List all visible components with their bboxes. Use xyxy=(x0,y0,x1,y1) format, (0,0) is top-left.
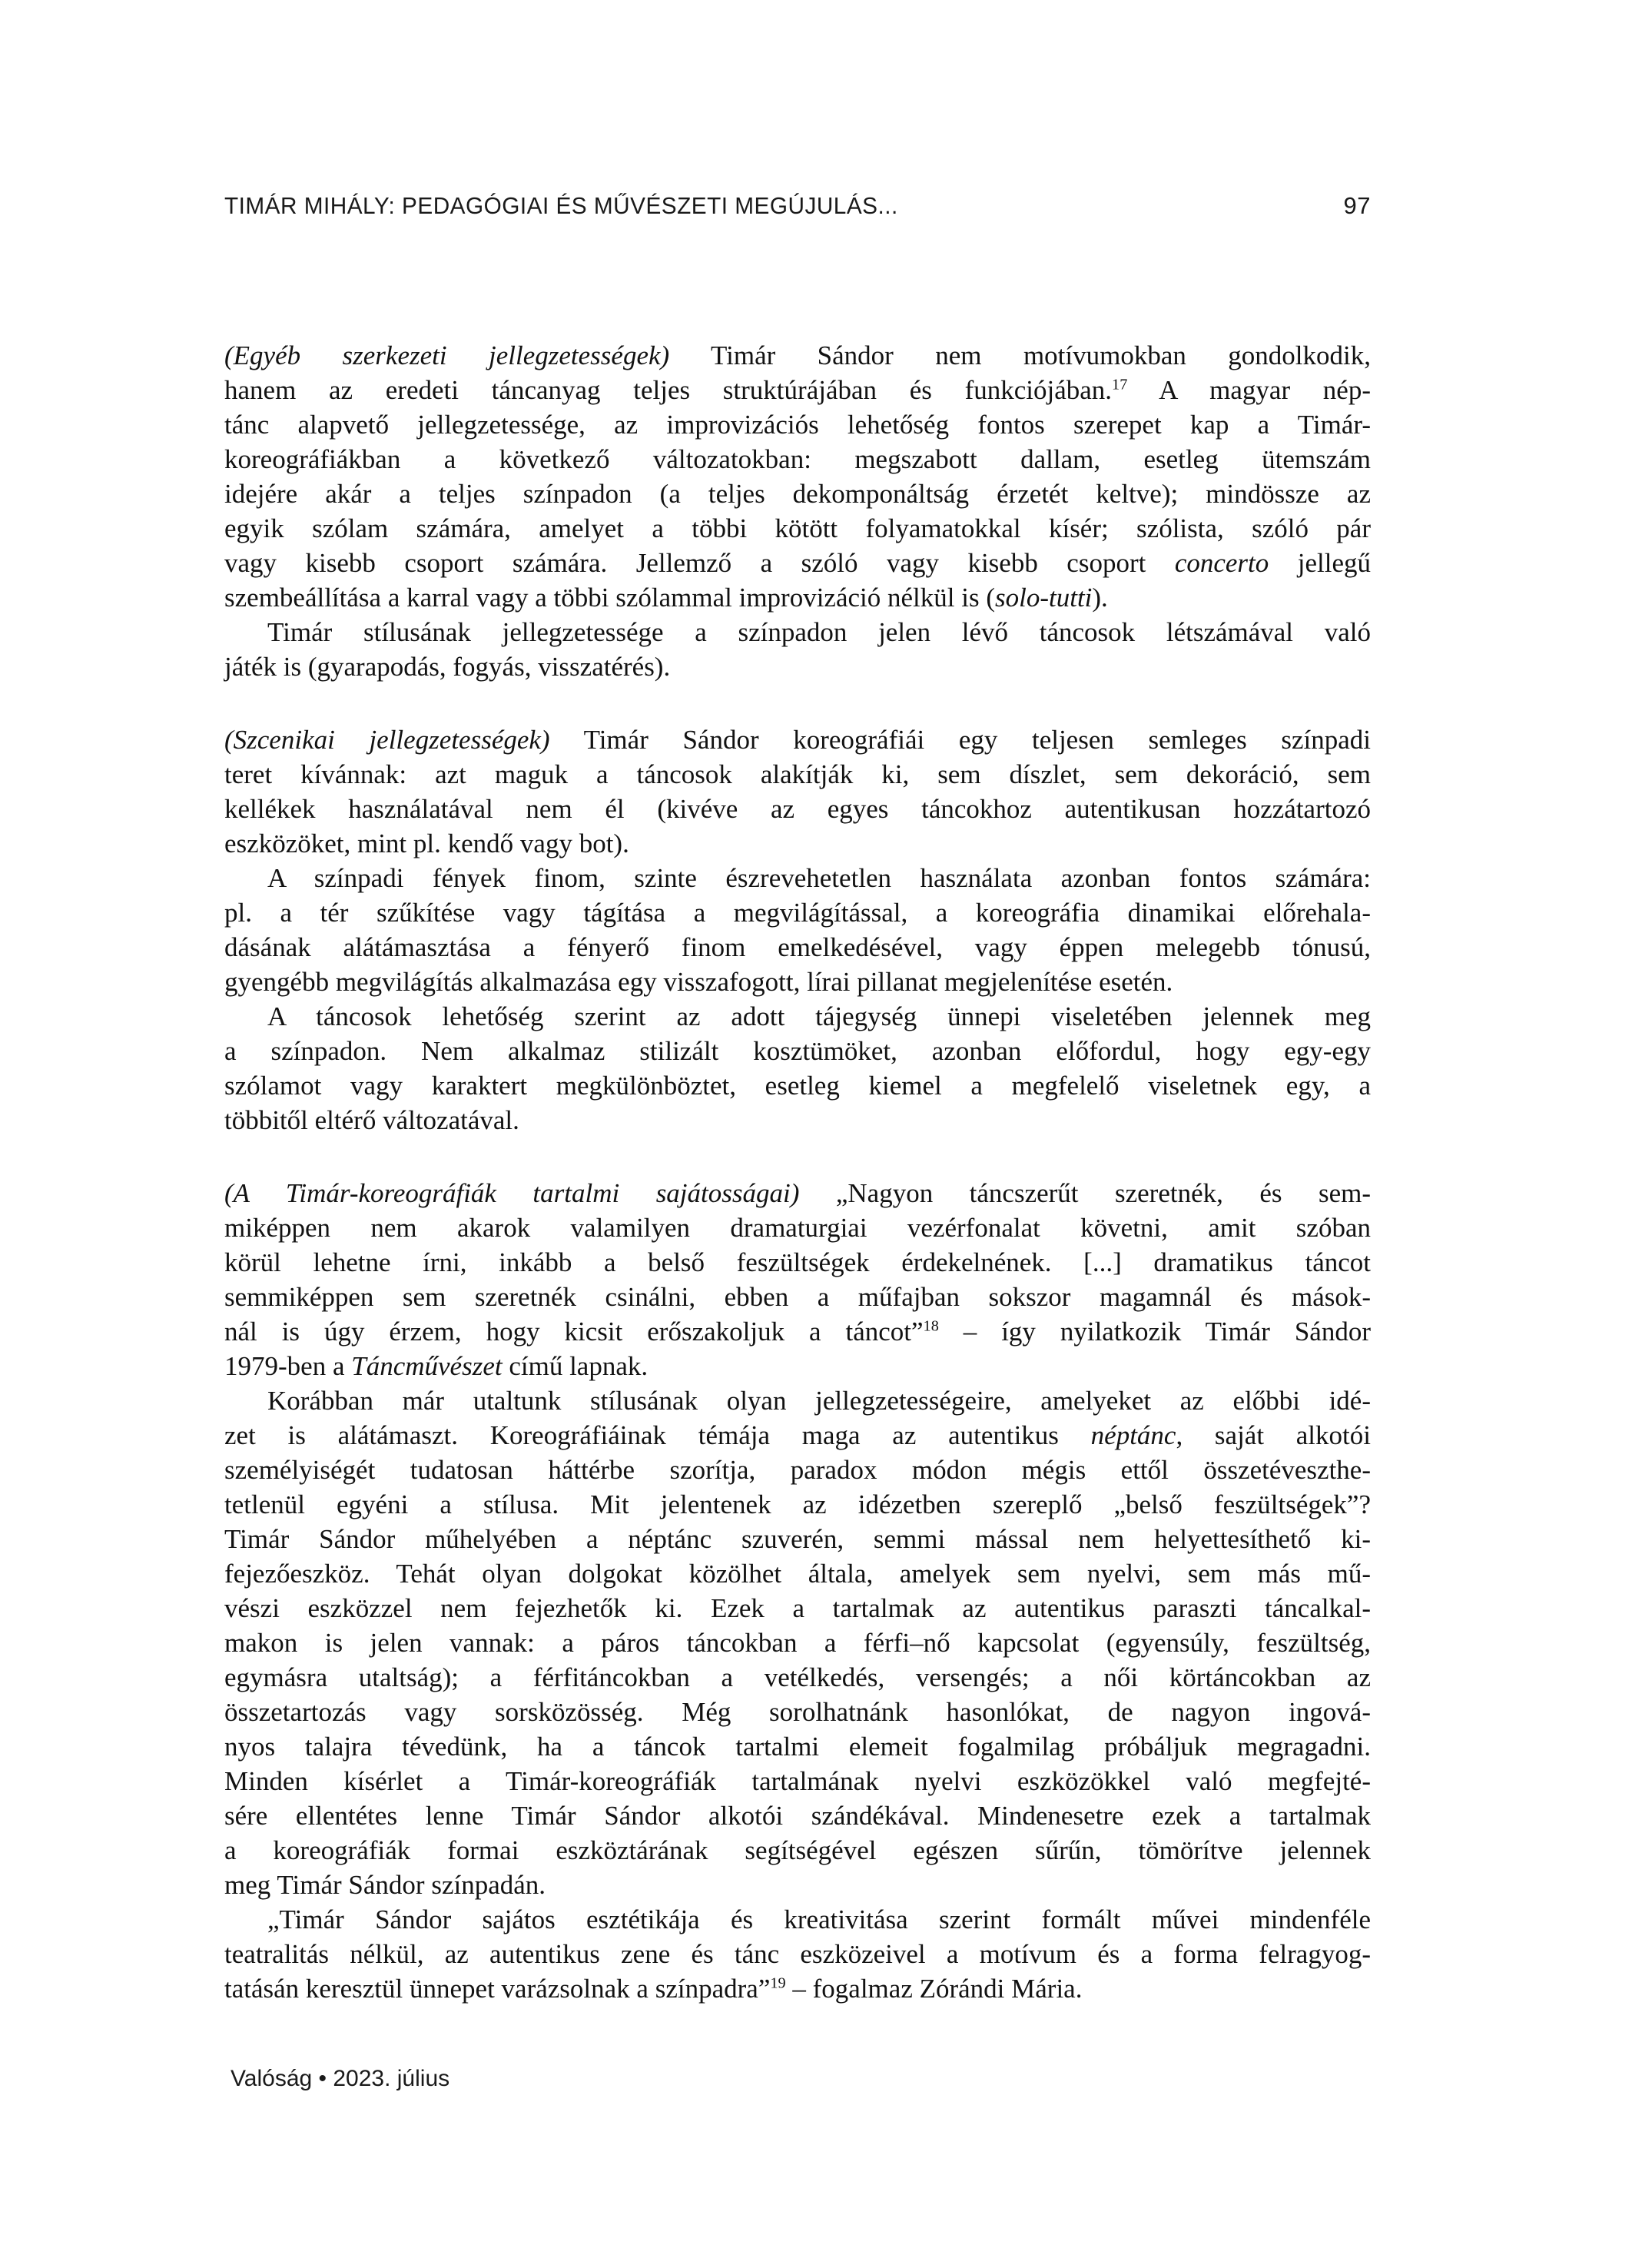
text-line xyxy=(224,1764,1371,1798)
body-text: makon is jelen vannak: a páros táncokban a férfi–nő kapcsolat (egyensúly, feszültség, xyxy=(224,1628,1371,1658)
footnote-reference: 19 xyxy=(770,1974,786,1992)
body-text: miképpen nem akarok valamilyen dramaturgiai vezérfonalat követni, amit szóban xyxy=(224,1213,1371,1243)
text-line xyxy=(224,373,1371,407)
italic-text: (Szcenikai jellegzetességek) xyxy=(224,725,550,755)
text-line xyxy=(224,1833,1371,1868)
text-line xyxy=(224,722,1371,757)
paragraph xyxy=(224,1383,1371,1902)
body-text: Timár Sándor műhelyében a néptánc szuverén, semmi mással nem helyettesíthető ki- xyxy=(224,1524,1371,1554)
text-line xyxy=(224,1902,1371,1937)
text-line xyxy=(224,1487,1371,1522)
text-line xyxy=(224,861,1371,895)
body-text: idejére akár a teljes színpadon (a teljes dekomponáltság érzetét keltve); mindössze az xyxy=(224,479,1371,509)
running-header-title: TIMÁR MIHÁLY: PEDAGÓGIAI ÉS MŰVÉSZETI MEGÚJULÁS... xyxy=(224,192,898,219)
footnote-reference: 17 xyxy=(1112,376,1128,393)
text-line xyxy=(224,1695,1371,1729)
text-line xyxy=(224,1798,1371,1833)
text-line xyxy=(224,1068,1371,1103)
body-text: sére ellentétes lenne Timár Sándor alkotói szándékával. Mindenesetre ezek a tartalmak xyxy=(224,1801,1371,1831)
body-text: egyik szólam számára, amelyet a többi kötött folyamatokkal kísér; szólista, szóló pár xyxy=(224,513,1371,543)
page-number: 97 xyxy=(1343,192,1371,219)
body-text: többitől eltérő változatával. xyxy=(224,1105,519,1135)
text-line xyxy=(224,1176,1371,1210)
text-line xyxy=(224,477,1371,511)
journal-footer: Valóság • 2023. július xyxy=(231,2066,450,2091)
text-line xyxy=(224,1349,1371,1383)
text-line xyxy=(224,1971,1371,2006)
text-line xyxy=(224,1383,1371,1418)
body-text: Korábban már utaltunk stílusának olyan jellegzetességeire, amelyeket az előbbi idé- xyxy=(267,1386,1371,1416)
italic-text: (Egyéb szerkezeti jellegzetességek) xyxy=(224,340,670,370)
body-text: „Timár Sándor sajátos esztétikája és kreativitása szerint formált művei mindenféle xyxy=(267,1904,1371,1934)
body-text: A magyar nép- xyxy=(1127,375,1371,405)
paragraph xyxy=(224,861,1371,999)
body-text: Minden kísérlet a Timár-koreográfiák tartalmának nyelvi eszközökkel való megfejté- xyxy=(224,1766,1371,1796)
text-line xyxy=(224,965,1371,999)
text-line xyxy=(224,511,1371,546)
body-text: összetartozás vagy sorsközösség. Még sorolhatnánk hasonlókat, de nagyon ingová- xyxy=(224,1697,1371,1727)
body-text: , saját alkotói xyxy=(1176,1420,1371,1450)
body-text: a koreográfiák formai eszköztárának segítségével egészen sűrűn, tömörítve jelennek xyxy=(224,1835,1371,1865)
running-header xyxy=(224,192,1371,220)
text-line xyxy=(224,649,1371,684)
body-text: nyos talajra tévedünk, ha a táncok tartalmi elemeit fogalmilag próbáljuk megragadni. xyxy=(224,1732,1371,1762)
text-line xyxy=(224,895,1371,930)
body-text: tetlenül egyéni a stílusa. Mit jelentenek az idézetben szereplő „belső feszültségek”? xyxy=(224,1489,1371,1519)
text-line xyxy=(224,407,1371,442)
body-text: A színpadi fények finom, szinte észrevehetetlen használata azonban fontos számára: xyxy=(267,863,1371,893)
body-text: vészi eszközzel nem fejezhetők ki. Ezek a tartalmak az autentikus paraszti táncalkal- xyxy=(224,1593,1371,1623)
italic-text: concerto xyxy=(1174,548,1269,578)
body-text: – így nyilatkozik Timár Sándor xyxy=(938,1317,1371,1347)
text-line xyxy=(224,1522,1371,1556)
body-text: semmiképpen sem szeretnék csinálni, ebben a műfajban sokszor magamnál és mások- xyxy=(224,1282,1371,1312)
body-text: tatásán keresztül ünnepet varázsolnak a színpadra” xyxy=(224,1974,771,2004)
italic-text: Táncművészet xyxy=(351,1351,503,1381)
text-block xyxy=(224,300,1371,2006)
paragraph xyxy=(224,615,1371,684)
body-text: nál is úgy érzem, hogy kicsit erőszakoljuk a táncot” xyxy=(224,1317,924,1347)
body-text: kellékek használatával nem él (kivéve az egyes táncokhoz autentikusan hozzátartozó xyxy=(224,794,1371,824)
text-line xyxy=(224,826,1371,861)
body-text: ). xyxy=(1092,583,1108,613)
body-text: hanem az eredeti táncanyag teljes struktúrájában és funkciójában. xyxy=(224,375,1113,405)
body-text: teatralitás nélkül, az autentikus zene és tánc eszközeivel a motívum és a forma felragyog- xyxy=(224,1939,1371,1969)
paragraph xyxy=(224,1176,1371,1383)
body-text: szembeállítása a karral vagy a többi szólammal improvizáció nélkül is ( xyxy=(224,583,995,613)
text-line xyxy=(224,1034,1371,1068)
body-text: Timár stílusának jellegzetessége a színpadon jelen lévő táncosok létszámával való xyxy=(267,617,1371,647)
text-line xyxy=(224,1625,1371,1660)
text-line xyxy=(224,1418,1371,1453)
paragraph xyxy=(224,338,1371,615)
body-text: Timár Sándor koreográfiái egy teljesen semleges színpadi xyxy=(549,725,1371,755)
text-line xyxy=(224,792,1371,826)
body-text: vagy kisebb csoport számára. Jellemző a szóló vagy kisebb csoport xyxy=(224,548,1175,578)
text-line xyxy=(224,1210,1371,1245)
body-text: körül lehetne írni, inkább a belső feszültségek érdekelnének. [...] dramatikus táncot xyxy=(224,1247,1371,1277)
text-line xyxy=(224,1280,1371,1314)
paragraph xyxy=(224,722,1371,861)
body-text: egymásra utaltság); a férfitáncokban a vetélkedés, versengés; a női körtáncokban az xyxy=(224,1662,1371,1692)
body-text: játék is (gyarapodás, fogyás, visszatérés). xyxy=(224,652,671,682)
text-line xyxy=(224,999,1371,1034)
body-text: pl. a tér szűkítése vagy tágítása a megvilágítással, a koreográfia dinamikai előrehala- xyxy=(224,898,1371,928)
text-line xyxy=(224,580,1371,615)
text-line xyxy=(224,338,1371,373)
body-text: A táncosok lehetőség szerint az adott tájegység ünnepi viseletében jelennek meg xyxy=(267,1001,1371,1031)
body-text: dásának alátámasztása a fényerő finom emelkedésével, vagy éppen melegebb tónusú, xyxy=(224,932,1371,962)
body-text: című lapnak. xyxy=(502,1351,648,1381)
body-text: a színpadon. Nem alkalmaz stilizált kosztümöket, azonban előfordul, hogy egy-egy xyxy=(224,1036,1371,1066)
paragraph xyxy=(224,999,1371,1137)
body-text: eszközöket, mint pl. kendő vagy bot). xyxy=(224,829,629,858)
text-line xyxy=(224,1937,1371,1971)
text-line xyxy=(224,1103,1371,1137)
text-line xyxy=(224,546,1371,580)
italic-text: solo-tutti xyxy=(995,583,1093,613)
body-text: személyiségét tudatosan háttérbe szorítja, paradox módon mégis ettől összetéveszthe- xyxy=(224,1455,1371,1485)
text-line xyxy=(224,1245,1371,1280)
text-line xyxy=(224,615,1371,649)
body-text: szólamot vagy karaktert megkülönböztet, esetleg kiemel a megfelelő viseletnek egy, a xyxy=(224,1071,1371,1101)
body-text: Timár Sándor nem motívumokban gondolkodik, xyxy=(669,340,1371,370)
body-text: „Nagyon táncszerűt szeretnék, és sem- xyxy=(799,1178,1371,1208)
body-text: – fogalmaz Zórándi Mária. xyxy=(785,1974,1083,2004)
body-text: zet is alátámaszt. Koreográfiáinak témája maga az autentikus xyxy=(224,1420,1091,1450)
body-text: koreográfiákban a következő változatokban: megszabott dallam, esetleg ütemszám xyxy=(224,444,1371,474)
paragraph xyxy=(224,1902,1371,2006)
body-text: jellegű xyxy=(1269,548,1371,578)
body-text: 1979-ben a xyxy=(224,1351,352,1381)
body-text: gyengébb megvilágítás alkalmazása egy visszafogott, lírai pillanat megjelenítése esetén. xyxy=(224,967,1173,997)
text-line xyxy=(224,1660,1371,1695)
text-line xyxy=(224,442,1371,477)
text-line xyxy=(224,1556,1371,1591)
text-line xyxy=(224,1591,1371,1625)
text-line xyxy=(224,1314,1371,1349)
footnote-reference: 18 xyxy=(923,1317,939,1335)
body-text: fejezőeszköz. Tehát olyan dolgokat közölhet általa, amelyek sem nyelvi, sem más mű- xyxy=(224,1559,1371,1589)
body-text: teret kívánnak: azt maguk a táncosok alakítják ki, sem díszlet, sem dekoráció, sem xyxy=(224,759,1371,789)
body-text: tánc alapvető jellegzetessége, az improvizációs lehetőség fontos szerepet kap a Timár- xyxy=(224,410,1371,440)
body-text: meg Timár Sándor színpadán. xyxy=(224,1870,546,1900)
text-line xyxy=(224,930,1371,965)
text-line xyxy=(224,757,1371,792)
text-line xyxy=(224,1453,1371,1487)
text-line xyxy=(224,1868,1371,1902)
italic-text: néptánc xyxy=(1090,1420,1176,1450)
text-line xyxy=(224,1729,1371,1764)
italic-text: (A Timár-koreográfiák tartalmi sajátosságai) xyxy=(224,1178,800,1208)
